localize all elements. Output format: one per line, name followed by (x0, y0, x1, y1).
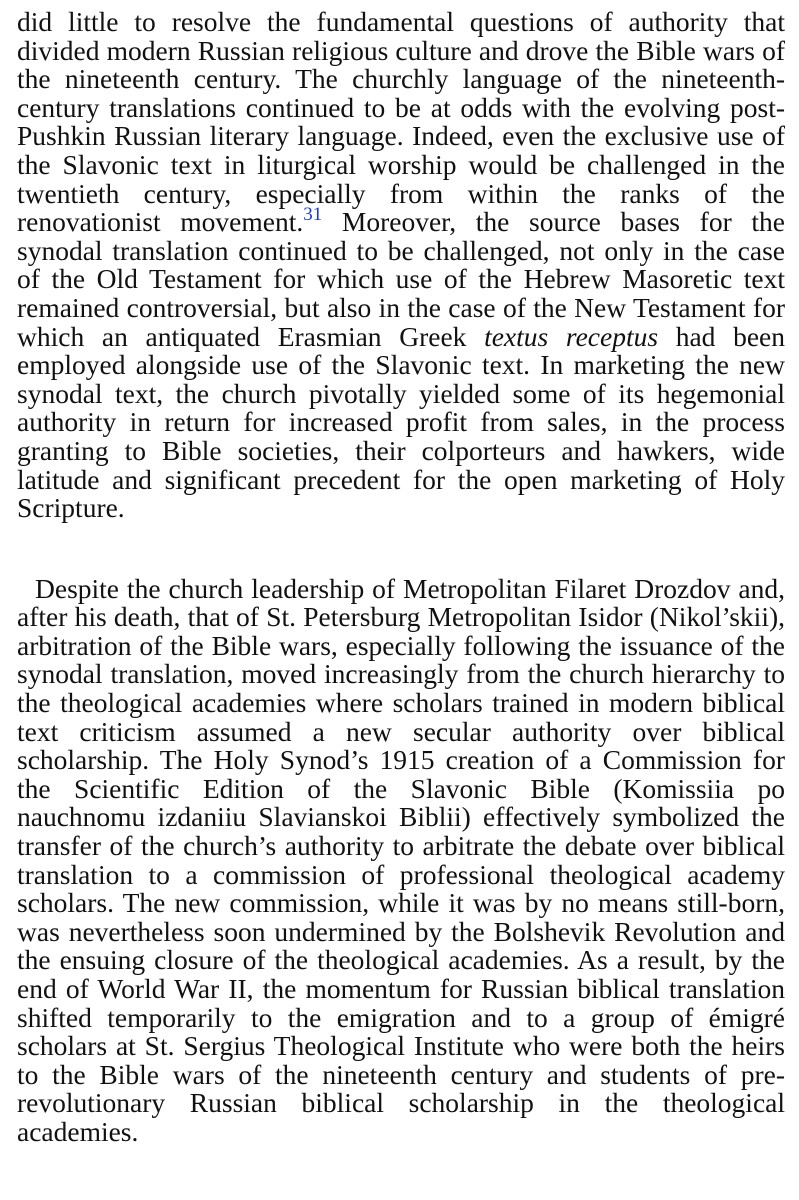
paragraph-1-text-b: Moreover, the source bases for the synodal translation continued to be challenged, not only in the case of the Old Testament for which use of the Hebrew Masoretic text remained controversial, but also in the case of the New Testament for which an antiquated Erasmian Greek (17, 206, 785, 352)
paragraph-1-text-a: did little to resolve the fundamental questions of authority that divided modern Russian religious culture and drove the Bible wars of the nineteenth century. The churchly language of the nineteenth-century translations continued to be at odds with the evolving post-Pushkin Russian literary language. Indeed, even the exclusive use of the Slavonic text in liturgical worship would be challenged in the twentieth century, especially from within the ranks of the renovationist movement. (17, 6, 785, 238)
document-page (17, 8, 785, 1147)
paragraph-1 (17, 8, 785, 523)
footnote-31-link[interactable]: 31 (303, 204, 323, 226)
paragraph-2: Despite the church leadership of Metropolitan Filaret Drozdov and, after his death, that of St. Petersburg Metropolitan Isidor (Nikol’skii), arbitration of the Bible wars, especially following the issuance of the synodal translation, moved increasingly from the church hierarchy to the theological academies where scholars trained in modern biblical text criticism assumed a new secular authority over biblical scholarship. The Holy Synod’s 1915 creation of a Commission for the Scientific Edition of the Slavonic Bible (Komissiia po nauchnomu izdaniiu Slavianskoi Biblii) effectively symbolized the transfer of the church’s authority to arbitrate the debate over biblical translation to a commission of professional theological academy scholars. The new commission, while it was by no means still-born, was nevertheless soon undermined by the Bolshevik Revolution and the ensuing closure of the theological academies. As a result, by the end of World War II, the momentum for Russian biblical translation shifted temporarily to the emigration and to a group of émigré scholars at St. Sergius Theological Institute who were both the heirs to the Bible wars of the nineteenth century and students of pre-revolutionary Russian biblical scholarship in the theological academies. (17, 572, 785, 1147)
textus-receptus-italic: textus receptus (484, 320, 659, 352)
paragraph-1-text-c: had been employed alongside use of the Slavonic text. In marketing the new synodal text, the church pivotally yielded some of its hegemonial authority in return for increased profit from sales, in the process granting to Bible societies, their colporteurs and hawkers, wide latitude and significant precedent for the open marketing of Holy Scripture. (17, 320, 786, 524)
